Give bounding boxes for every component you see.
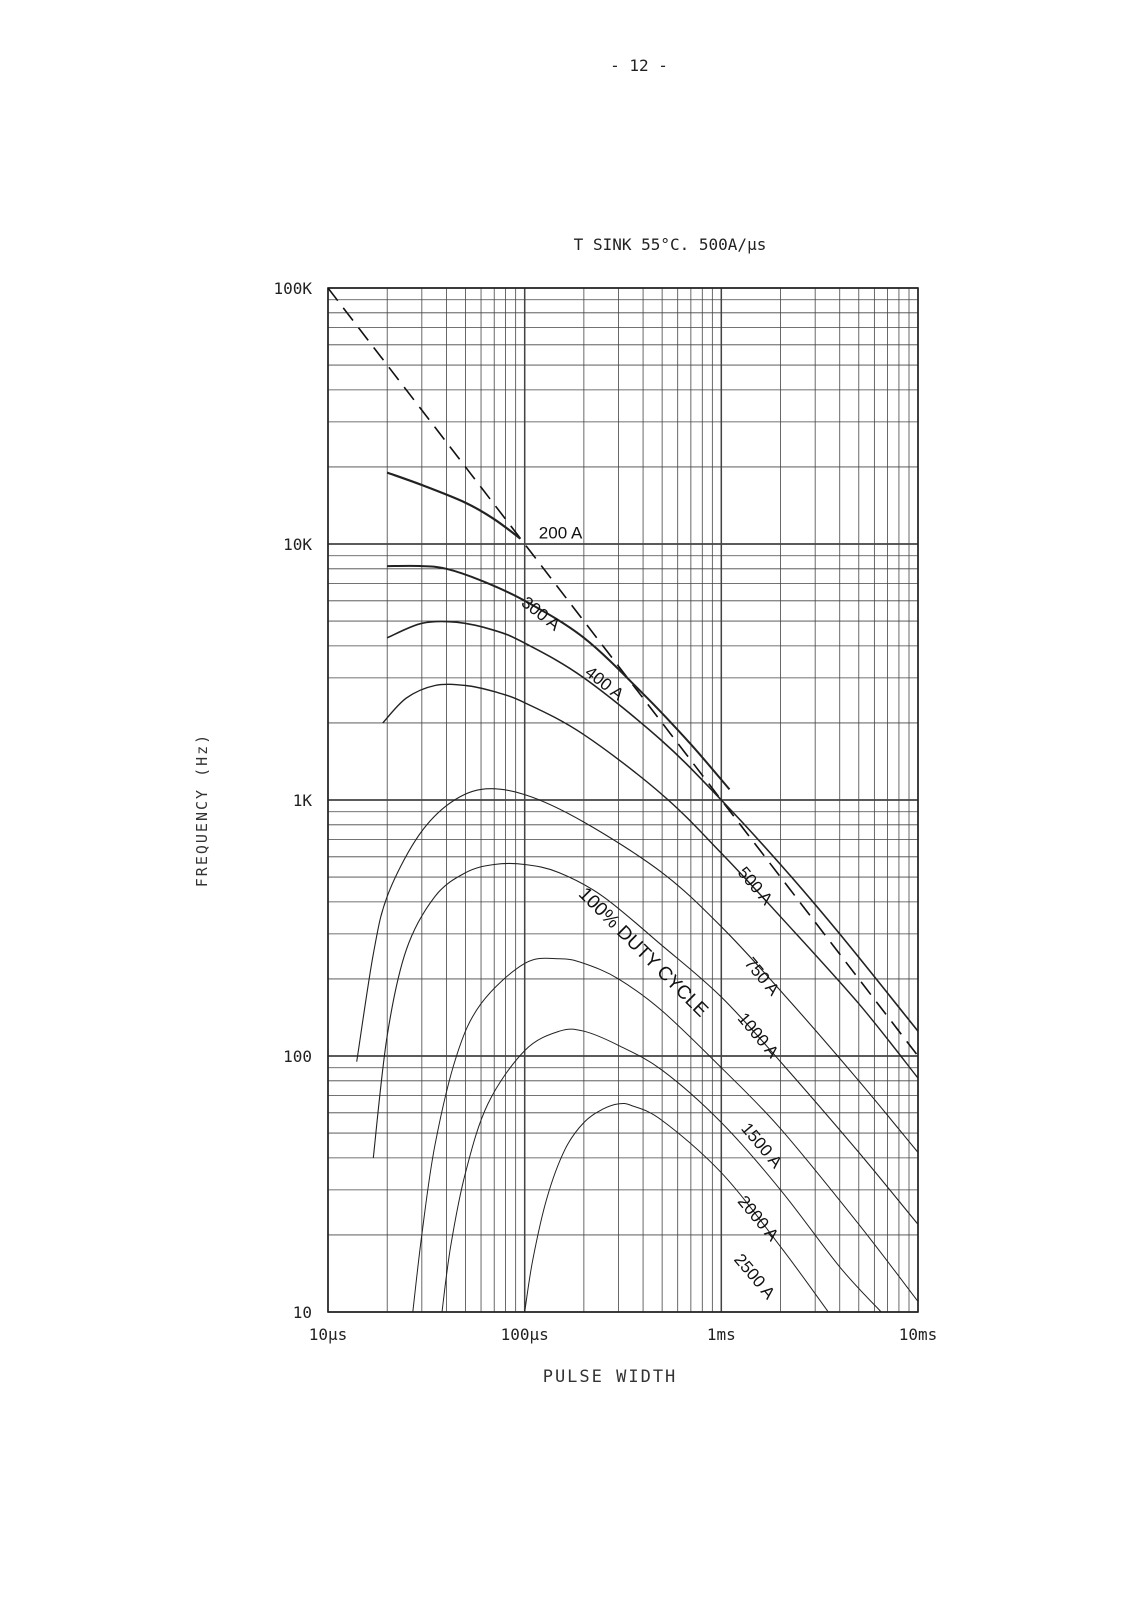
series-label: 750 A bbox=[740, 953, 784, 1000]
series-line bbox=[387, 473, 520, 539]
curve-labels bbox=[518, 524, 787, 1304]
y-tick-label: 100K bbox=[273, 279, 312, 298]
series-label: 300 A bbox=[517, 592, 564, 635]
series-label: 1000 A bbox=[733, 1008, 783, 1062]
x-axis-label: PULSE WIDTH bbox=[542, 1367, 678, 1387]
series-line bbox=[357, 789, 918, 1153]
series-label: 500 A bbox=[733, 863, 777, 909]
y-tick-label: 10 bbox=[292, 1303, 312, 1322]
y-tick-label: 1K bbox=[292, 791, 312, 810]
x-tick-label: 10ms bbox=[898, 1325, 938, 1344]
series-line bbox=[383, 684, 918, 1078]
chart-title: T SINK 55°C. 500A/μs bbox=[573, 235, 767, 254]
series-label: 400 A bbox=[581, 662, 628, 705]
series-label: 200 A bbox=[538, 523, 583, 543]
chart-grid bbox=[328, 288, 918, 1312]
y-tick-label: 100 bbox=[283, 1047, 312, 1066]
series-line bbox=[525, 1103, 829, 1312]
series-label: 2000 A bbox=[733, 1191, 783, 1245]
series-label: 1500 A bbox=[737, 1119, 786, 1172]
y-tick-label: 10K bbox=[283, 535, 312, 554]
x-tick-label: 10μs bbox=[308, 1325, 348, 1344]
y-axis-label: FREQUENCY (Hz) bbox=[193, 732, 211, 888]
x-tick-label: 1ms bbox=[706, 1325, 736, 1344]
x-tick-label: 100μs bbox=[500, 1325, 549, 1344]
duty-cycle-label: 100% DUTY CYCLE bbox=[574, 883, 712, 1022]
series-line bbox=[373, 863, 918, 1224]
page-number: - 12 - bbox=[610, 56, 668, 75]
series-label: 2500 A bbox=[730, 1250, 779, 1303]
series-line bbox=[413, 958, 918, 1312]
